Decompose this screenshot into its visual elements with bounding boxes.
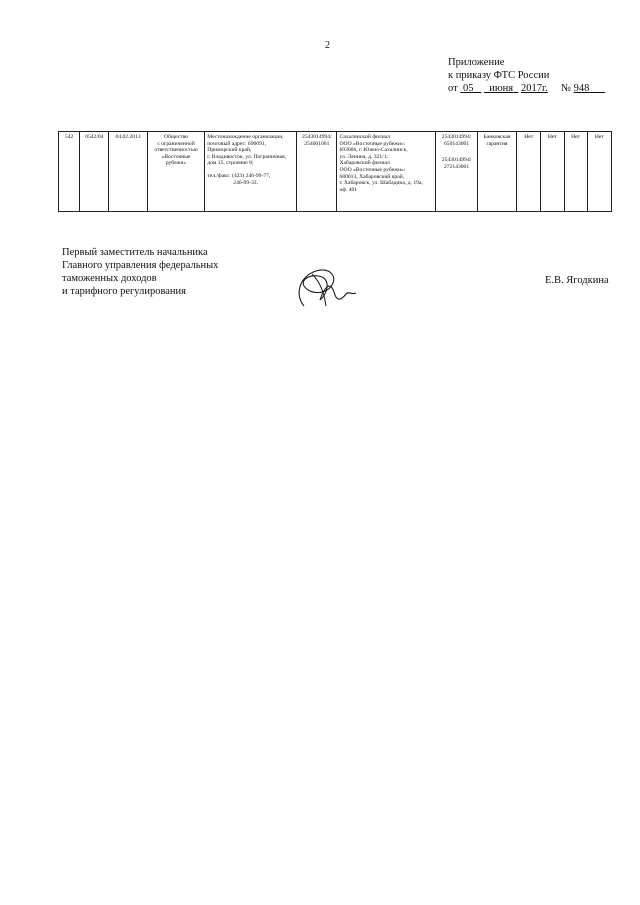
registry-table	[58, 131, 612, 212]
header-appendix: Приложение	[448, 57, 505, 68]
cell-flag-4: Нет	[587, 132, 611, 212]
signatory-name: Е.В. Ягодкина	[545, 275, 609, 286]
date-month: июня	[489, 83, 514, 94]
cell-flag-1: Нет	[517, 132, 541, 212]
cell-branches: Сахалинский филиал ООО «Восточные рубежи»: 693006, г. Южно-Сахалинск, ул. Ленина, д. 321/1; Хабаровский филиал ООО «Восточные рубежи»: 680013, Хабаровский край, г. Хабаровск, ул. Шабадина, д. 19а, оф. 401	[337, 132, 436, 212]
date-year: 2017г.	[521, 83, 548, 94]
cell-address: Местонахождение организации, почтовый адрес: 690091, Приморский край, г. Владивосток, ул. Пограничная, дом 15, строение 8; тел./факс: (423) 246-99-77, 246-99-33.	[205, 132, 297, 212]
cell-branch-inn-kpp: 2543014994/ 650143001 2543014994/ 272143001	[436, 132, 477, 212]
cell-org-name: Общество с ограниченной ответственностью «Восточные рубежи»	[147, 132, 205, 212]
date-prefix: от	[448, 83, 458, 94]
cell-date: 04.02.2013	[109, 132, 147, 212]
date-day: 05	[462, 83, 474, 94]
cell-reg-no: 0542/04	[80, 132, 109, 212]
cell-flag-3: Нет	[564, 132, 587, 212]
signatory-title: Первый заместитель начальника Главного управления федеральных таможенных доходов и тарифного регулирования	[62, 247, 219, 297]
header-order-ref: к приказу ФТС России	[448, 70, 550, 81]
phone-line: тел./факс: (423) 246-99-77,	[207, 172, 271, 179]
cell-flag-2: Нет	[541, 132, 564, 212]
order-number: 948	[573, 83, 590, 94]
cell-number: 542	[59, 132, 80, 212]
number-prefix: №	[561, 83, 572, 94]
header-date-line	[448, 82, 605, 95]
handwritten-signature	[290, 262, 360, 317]
page-number: 2	[325, 40, 330, 51]
table-row	[59, 132, 612, 212]
cell-inn-kpp: 2543014994/ 254001001	[297, 132, 337, 212]
document-header	[448, 56, 605, 95]
cell-guarantee: Банковская гарантия	[477, 132, 516, 212]
